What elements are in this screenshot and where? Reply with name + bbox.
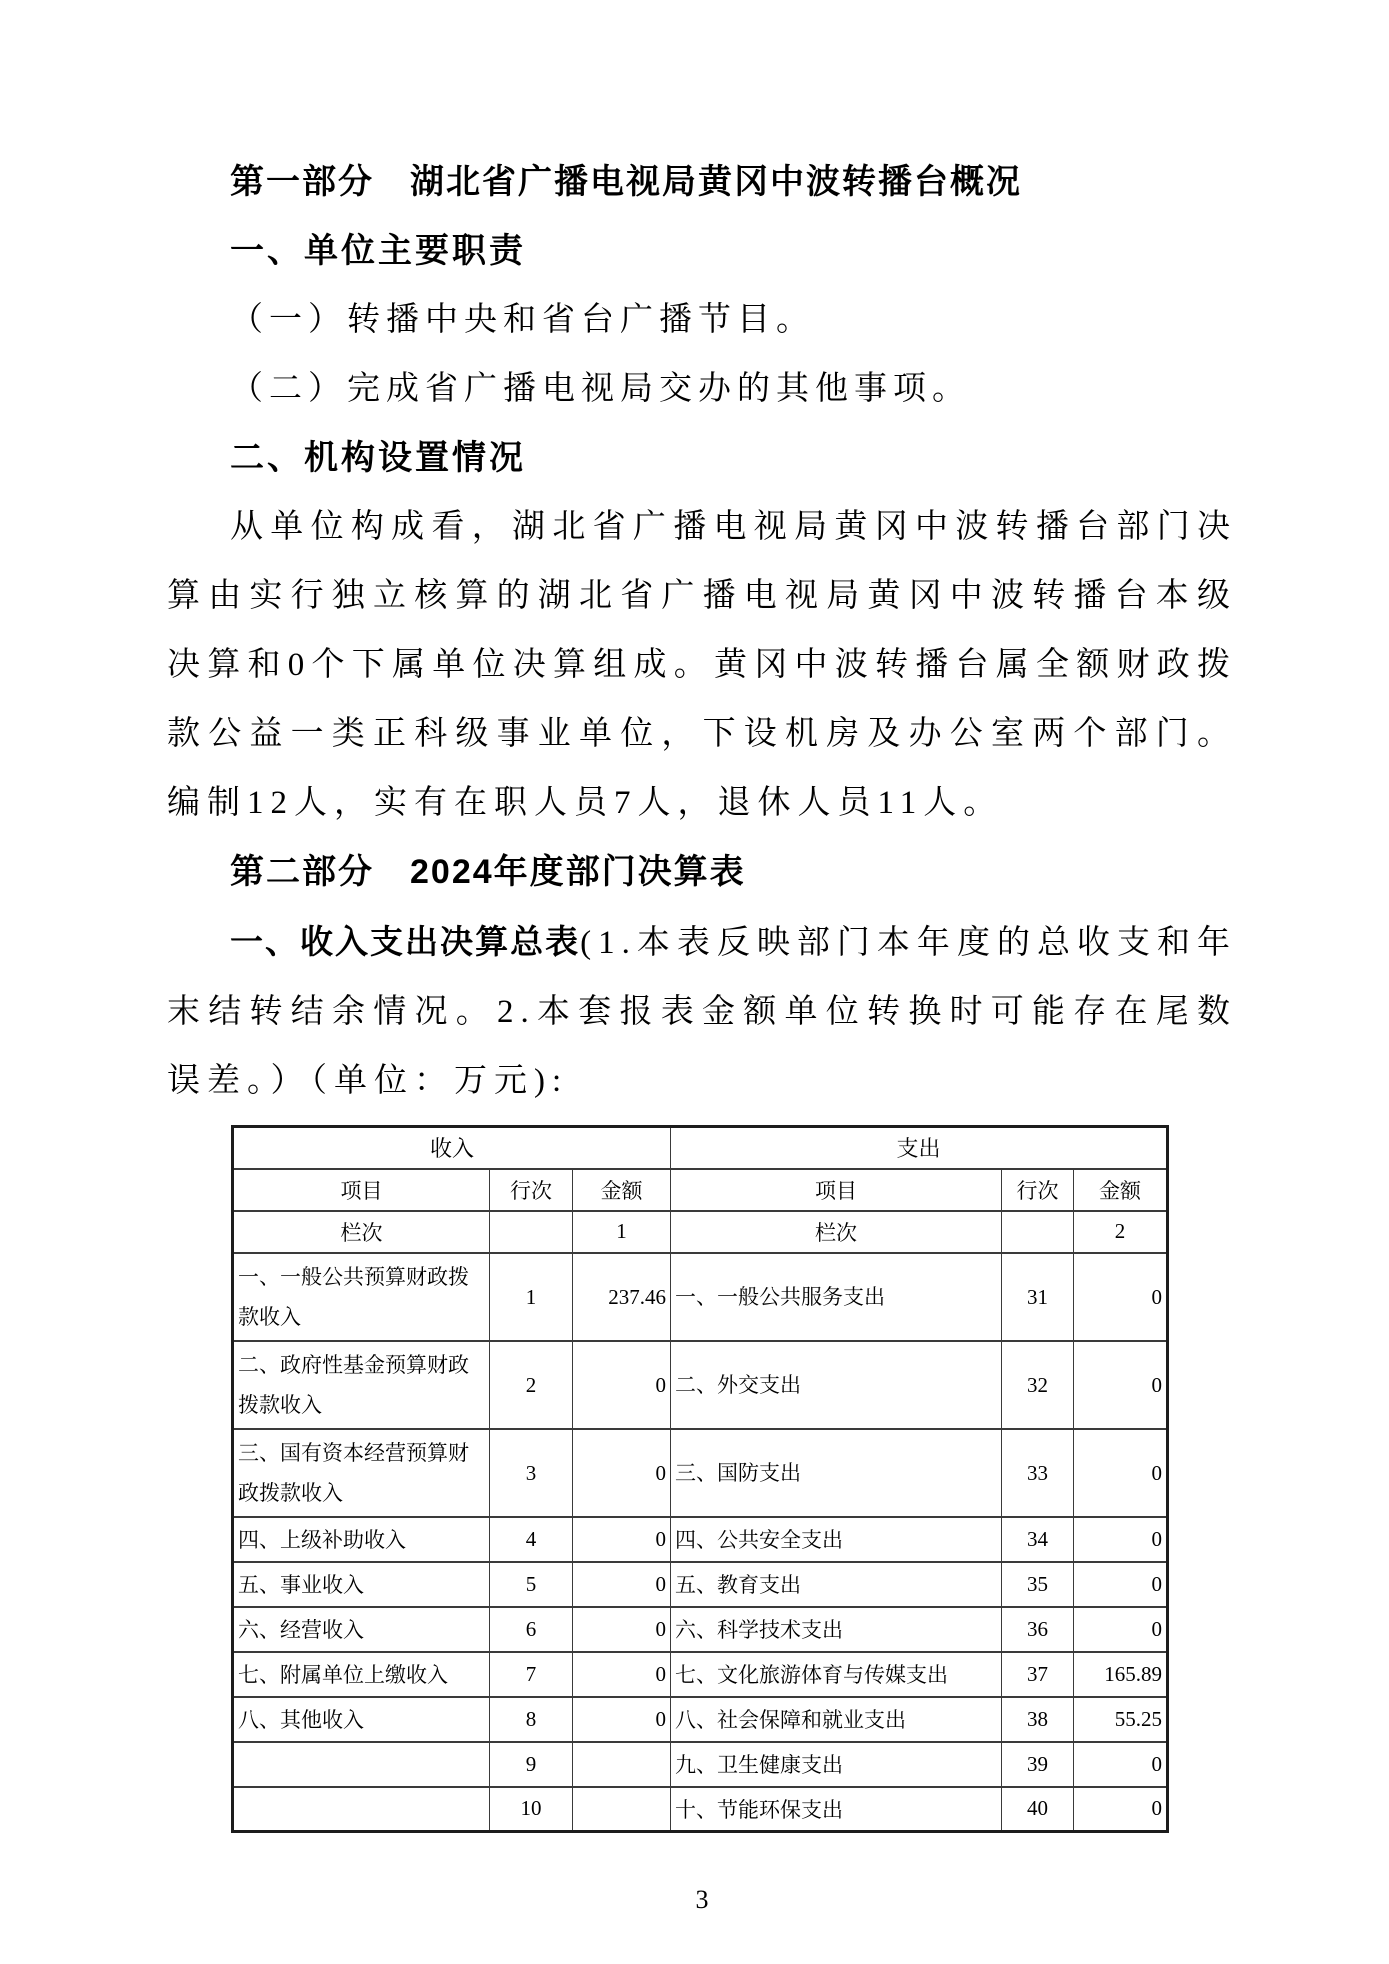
income-line-no: 6 bbox=[490, 1607, 573, 1652]
income-amount: 0 bbox=[573, 1652, 671, 1697]
expense-line-no: 32 bbox=[1002, 1341, 1074, 1429]
income-item: 六、经营收入 bbox=[233, 1607, 490, 1652]
expense-item: 九、卫生健康支出 bbox=[671, 1742, 1002, 1787]
expense-line-no: 37 bbox=[1002, 1652, 1074, 1697]
income-line-no: 4 bbox=[490, 1517, 573, 1562]
expense-item: 一、一般公共服务支出 bbox=[671, 1253, 1002, 1341]
expense-item: 三、国防支出 bbox=[671, 1429, 1002, 1517]
income-amount bbox=[573, 1787, 671, 1832]
income-amount: 0 bbox=[573, 1517, 671, 1562]
table-lanci-row bbox=[233, 1211, 1168, 1253]
income-item bbox=[233, 1742, 490, 1787]
income-line-header: 行次 bbox=[490, 1169, 573, 1211]
income-line-no: 5 bbox=[490, 1562, 573, 1607]
income-item: 八、其他收入 bbox=[233, 1697, 490, 1742]
table-row bbox=[233, 1652, 1168, 1697]
expense-item: 二、外交支出 bbox=[671, 1341, 1002, 1429]
part2-title: 第二部分 2024年度部门决算表 bbox=[230, 853, 746, 891]
table-group-header-row bbox=[233, 1127, 1168, 1169]
table-row bbox=[233, 1429, 1168, 1517]
duty-item-2: （二）完成省广播电视局交办的其他事项。 bbox=[230, 371, 971, 407]
expense-amount: 55.25 bbox=[1074, 1697, 1168, 1742]
table-row bbox=[233, 1742, 1168, 1787]
expense-item: 五、教育支出 bbox=[671, 1562, 1002, 1607]
expense-amount-header: 金额 bbox=[1074, 1169, 1168, 1211]
expense-line-no: 38 bbox=[1002, 1697, 1074, 1742]
expense-item: 四、公共安全支出 bbox=[671, 1517, 1002, 1562]
org-paragraph: 从单位构成看，湖北省广播电视局黄冈中波转播台部门决算由实行独立核算的湖北省广播电视局黄冈中波转播台本级决算和0个下属单位决算组成。黄冈中波转播台属全额财政拨款公益一类正科级事业单位，下设机房及办公室两个部门。编制12人，实有在职人员7人，退休人员11人。 bbox=[167, 509, 1237, 821]
expense-line-no: 34 bbox=[1002, 1517, 1074, 1562]
income-item-header: 项目 bbox=[233, 1169, 490, 1211]
income-group-header: 收入 bbox=[233, 1127, 671, 1169]
expense-lanci-col-number: 2 bbox=[1074, 1211, 1168, 1253]
expense-item: 十、节能环保支出 bbox=[671, 1787, 1002, 1832]
expense-group-header: 支出 bbox=[671, 1127, 1168, 1169]
table-row bbox=[233, 1787, 1168, 1832]
income-expense-summary-table bbox=[231, 1125, 1169, 1833]
income-amount: 0 bbox=[573, 1562, 671, 1607]
expense-line-no: 35 bbox=[1002, 1562, 1074, 1607]
income-amount: 0 bbox=[573, 1697, 671, 1742]
expense-line-header: 行次 bbox=[1002, 1169, 1074, 1211]
table-row bbox=[233, 1341, 1168, 1429]
expense-line-no: 31 bbox=[1002, 1253, 1074, 1341]
table-intro-paragraph bbox=[167, 907, 1237, 1116]
expense-lanci-label: 栏次 bbox=[671, 1211, 1002, 1253]
income-item bbox=[233, 1787, 490, 1832]
expense-amount: 0 bbox=[1074, 1562, 1168, 1607]
heading-unit-duties: 一、单位主要职责 bbox=[230, 232, 526, 270]
expense-amount: 0 bbox=[1074, 1341, 1168, 1429]
income-line-no: 9 bbox=[490, 1742, 573, 1787]
income-amount: 0 bbox=[573, 1341, 671, 1429]
part1-title: 第一部分 湖北省广播电视局黄冈中波转播台概况 bbox=[230, 163, 1022, 201]
income-line-no: 10 bbox=[490, 1787, 573, 1832]
income-line-no: 1 bbox=[490, 1253, 573, 1341]
income-item: 一、一般公共预算财政拨款收入 bbox=[233, 1253, 490, 1341]
table-column-header-row bbox=[233, 1169, 1168, 1211]
expense-amount: 0 bbox=[1074, 1517, 1168, 1562]
table-intro-note: (1.本表反映部门本年度的总收支和年末结转结余情况。2.本套报表金额单位转换时可能存在尾数误差。）（单位：万元): bbox=[167, 925, 1237, 1099]
table-row bbox=[233, 1697, 1168, 1742]
income-item: 五、事业收入 bbox=[233, 1562, 490, 1607]
income-lanci-line bbox=[490, 1211, 573, 1253]
income-amount: 0 bbox=[573, 1607, 671, 1652]
table-row bbox=[233, 1562, 1168, 1607]
income-amount-header: 金额 bbox=[573, 1169, 671, 1211]
expense-line-no: 36 bbox=[1002, 1607, 1074, 1652]
expense-line-no: 40 bbox=[1002, 1787, 1074, 1832]
expense-amount: 0 bbox=[1074, 1253, 1168, 1341]
income-item: 四、上级补助收入 bbox=[233, 1517, 490, 1562]
income-item: 三、国有资本经营预算财政拨款收入 bbox=[233, 1429, 490, 1517]
expense-lanci-line bbox=[1002, 1211, 1074, 1253]
table-intro-heading: 一、收入支出决算总表 bbox=[230, 923, 581, 960]
expense-amount: 165.89 bbox=[1074, 1652, 1168, 1697]
income-line-no: 3 bbox=[490, 1429, 573, 1517]
duty-item-1: （一）转播中央和省台广播节目。 bbox=[230, 302, 815, 338]
expense-amount: 0 bbox=[1074, 1742, 1168, 1787]
income-line-no: 2 bbox=[490, 1341, 573, 1429]
income-line-no: 8 bbox=[490, 1697, 573, 1742]
expense-item: 六、科学技术支出 bbox=[671, 1607, 1002, 1652]
expense-item: 七、文化旅游体育与传媒支出 bbox=[671, 1652, 1002, 1697]
income-lanci-col-number: 1 bbox=[573, 1211, 671, 1253]
expense-amount: 0 bbox=[1074, 1787, 1168, 1832]
expense-amount: 0 bbox=[1074, 1607, 1168, 1652]
expense-item-header: 项目 bbox=[671, 1169, 1002, 1211]
expense-item: 八、社会保障和就业支出 bbox=[671, 1697, 1002, 1742]
expense-amount: 0 bbox=[1074, 1429, 1168, 1517]
heading-org-setup: 二、机构设置情况 bbox=[230, 439, 526, 477]
income-amount: 0 bbox=[573, 1429, 671, 1517]
income-item: 二、政府性基金预算财政拨款收入 bbox=[233, 1341, 490, 1429]
table-row bbox=[233, 1607, 1168, 1652]
income-lanci-label: 栏次 bbox=[233, 1211, 490, 1253]
income-item: 七、附属单位上缴收入 bbox=[233, 1652, 490, 1697]
expense-line-no: 33 bbox=[1002, 1429, 1074, 1517]
income-line-no: 7 bbox=[490, 1652, 573, 1697]
expense-line-no: 39 bbox=[1002, 1742, 1074, 1787]
income-amount: 237.46 bbox=[573, 1253, 671, 1341]
page-number: 3 bbox=[695, 1885, 709, 1914]
table-row bbox=[233, 1253, 1168, 1341]
table-row bbox=[233, 1517, 1168, 1562]
income-amount bbox=[573, 1742, 671, 1787]
